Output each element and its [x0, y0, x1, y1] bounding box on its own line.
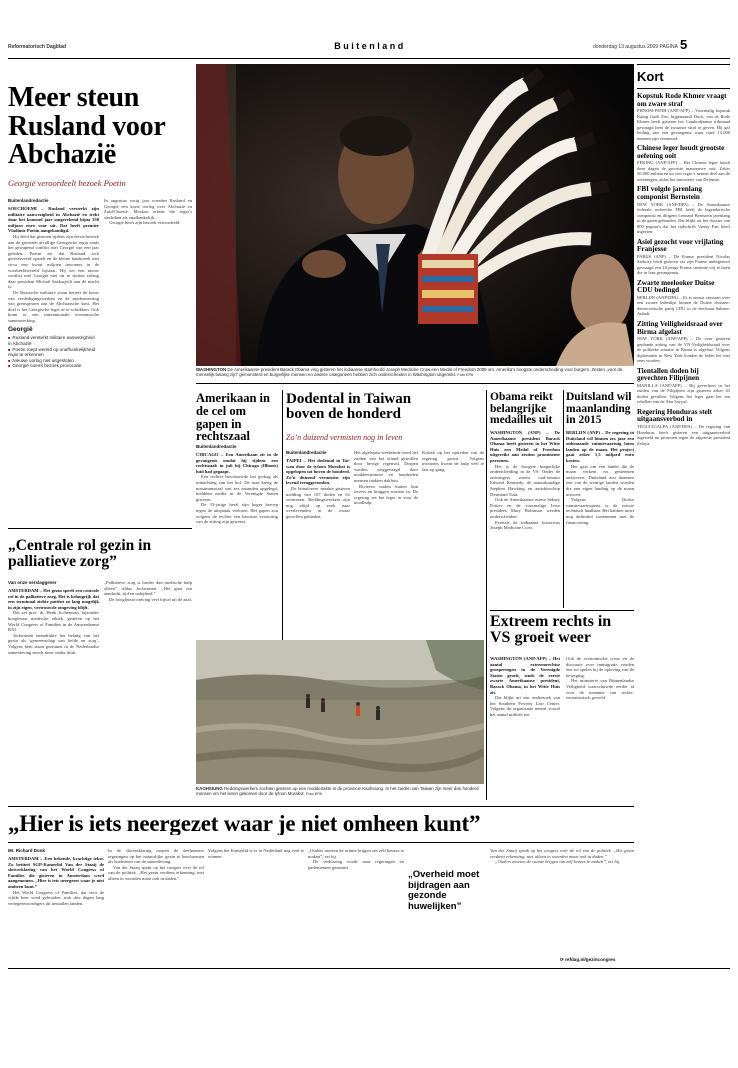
abchazie-paragraph: Hij deed dat gisteren tijdens zijn eerste bezoek aan de gewezen afvallige Georgische regio sinds het gewapend conflict met Georgië van een jaar geleden. Poetin zei dat Rusland zich gereserveerd opstelt en de kleine landstreek met circa een kwart miljoen inwoners in de voorbeeldwereld bijstaat. Hij zei een nieuw conflict met Georgië niet uit te sluiten zolang daar president Michail Saakasjvili aan de macht is. — [8, 233, 99, 290]
palliatieve-paragraph: Jochemsen benadrukte het belang van het gezin als ‘gemeenschap van liefde en zorg’. Volgens hem staan gezinnen in de Nederlandse samenleving steeds meer onder druk. — [8, 632, 99, 655]
chicago-paragraph: De 33-jarige heeft zijn hoger beroep tegen de uitspraak verloren. Het gapen zou volgens de rechter een bewuste verstoring van de zitting zijn geweest. — [196, 502, 278, 525]
kort-item — [637, 186, 730, 234]
kort-item-headline: FBI volgde jarenlang componist Bernstein — [637, 185, 702, 201]
kort-item — [637, 93, 730, 141]
extreemrechts-col-1: WASHINGTON (ANP/AFP) – Het aantal extreemrechtse groeperingen in de Verenigde Staten groeit, sinds de eerste zwarte Amerikaanse president, Barack Obama, in het Witte Huis zit. Dat blijkt uit een onderzoek van het Southern Poverty Law Center. Volgens de organisatie neemt vooral het aantal milities toe. — [490, 656, 560, 717]
extreemrechts-paragraph: Het ministerie van Binnenlandse Veiligheid waarschuwde eerder al voor de toename van rechts-extremistisch geweld. — [566, 678, 634, 701]
kort-item-text: MANILLA (ANP/AFP) – Bij gevechten in het zuiden van de Filipijnen zijn gisteren zeker 43 doden gevallen. Volgens het leger gaat het om rebellen van de Abu Sayyaf. — [637, 382, 730, 405]
obama-divider — [486, 390, 487, 800]
header-paper-name: Reformatorisch Dagblad — [8, 44, 67, 50]
kort-item-text: NEW YORK (ANP/DPA) – De Amerikaanse federale recherche FBI heeft de legendarische componist en dirigent Leonard Bernstein jarenlang in de gaten gehouden. Dat blijkt uit het dossier van 800 pagina’s dat het tijdschrift Vanity Fair heeft ingezien. — [637, 201, 730, 235]
abchazie-col-2 — [104, 198, 192, 526]
abchazie-deck: Georgië veroordeelt bezoek Poetin — [8, 178, 126, 188]
duitsland-paragraph: Volgens Duitse ruimtevaartexperts is de missie technisch haalbaar. Het kabinet moet nog definitief instemmen met de financiering. — [566, 497, 634, 525]
interview-col-1 — [8, 848, 104, 966]
interview-qa-col — [490, 848, 634, 966]
taiwan-col-2 — [354, 450, 418, 638]
palliatieve-lead: AMSTERDAM – Het gezin speelt een centrale rol in de palliatieve zorg. Het is belangrijk dat een terminaal ziekte patiënt zo lang mogelijk in zijn eigen, vertrouwde omgeving blijft. — [8, 588, 99, 610]
kort-item-headline: Zwarte meelooker Duitse CDU bedingd — [637, 278, 715, 295]
duitsland-paragraph: Het gaat om een lander die de maan verkent en gesteenten analyseert. Duitsland zou daarmee een van de weinige landen worden die een eigen landing op de maan uitvoert. — [566, 463, 634, 497]
abchazie-paragraph: Georgië heeft zijn bezoek veroordeeld. — [109, 220, 181, 226]
taiwan-photo-caption-text: Reddingswerkers zochten gisteren op een modderlakte in de provincie Kaohsiung. In het zuiden van Taiwan zijn meer dan honderd mensen om het leven gekomen door de tyfoon Morakot. — [196, 786, 479, 797]
chicago-lead: CHICAGO – Een Amerikaan zit in de gevangenis omdat hij tijdens een rechtszaak in juli bij Chicago (Illinois) luid had gegaapt. — [196, 452, 278, 474]
extreemrechts-paragraph: Dat blijkt uit een onderzoek van het Southern Poverty Law Center. Volgens de organisatie neemt vooral het aantal milities toe. — [490, 695, 560, 717]
header-date: donderdag 13 augustus 2009 PAGINA — [593, 44, 678, 50]
duitsland-byline: BERLIJN (ANP) — [566, 430, 600, 435]
chicago-paragraph: Een rechter beschouwde het gedrag als minachting van het hof. De man kreeg de maximumstraf van zes maanden opgelegd, meldden media in de Verenigde Staten gisteren. — [196, 474, 278, 502]
interview-paragraph: De verklaring wordt naar regeringen en parlementen gestuurd. — [308, 859, 404, 870]
obama-headline: Obama reikt belangrijke medailles uit — [490, 392, 553, 427]
header-page-number: 5 — [680, 37, 688, 52]
extreemrechts-byline: WASHINGTON (ANP/AFP) — [490, 656, 547, 661]
duitsland-body: BERLIJN (ANP) – De regering in Duitsland wil binnen zes jaar een onbemande ruimtevaartuig laten landen op de maan. Het project gaat zeker 1,5 miljard euro kosten. Het gaat om een lander die de maan verkent en gesteenten analyseert. Duitsland zou daarmee een van de weinige landen worden die een eigen landing op de maan uitvoert. Volgens Duitse ruimtevaartexperts is de missie technisch haalbaar. Het kabinet moet nog definitief instemmen met de financiering. — [566, 430, 634, 525]
interview-paragraph: Van der Staaij sprak op het congres over de rol van de politiek. „Het gezin verdient erkenning, niet alleen in woorden maar ook in daden.” — [108, 864, 204, 881]
extreemrechts-paragraph: Ook de economische crisis en de discussie over immigratie zouden een rol spelen bij de opleving van de beweging. — [566, 656, 634, 678]
interview-col-2 — [108, 848, 204, 966]
kort-item — [637, 368, 730, 405]
taiwan-paragraph: Het afgelopen weekeinde werd het zuiden van het eiland getroffen door hevige regenval. Dorpen werden weggevaagd door modderstromen en honderden mensen raakten dakloos. — [354, 450, 418, 483]
duitsland-lead: De regering in Duitsland wil binnen zes jaar een onbemande ruimtevaartuig laten landen op de maan. Het project gaat zeker 1,5 miljard euro kosten. — [566, 430, 634, 463]
interview-byline: Mr. Richard Donk — [8, 848, 46, 853]
obama-ceremony-image — [196, 64, 634, 366]
abchazie-box-item: ■ Georgië noemt bezoek provocatie — [8, 363, 99, 369]
palliatieve-col-1 — [8, 580, 99, 800]
palliatieve-col-2 — [104, 580, 192, 800]
kort-item-text: NEW YORK (ANP/AFP) – De voor gisteren geplande zitting van de VN-Veiligheidsraad over de politieke situatie in Birma is afgelast. Volgens diplomaten in New York konden de leden het niet eens worden. — [637, 336, 730, 364]
main-photo-caption-text: De Amerikaanse president Barack Obama ving gisteren het indiaanse stamhoofd Joseph Medicine Crow een Medal of Freedom 2009 om. Amerika’s hoogste onderscheiding voor burgers. Zesten „voor de menselijk belang zijn” gemonsterd en burgerlijke mensen en andere categorieën hebben zich onderscheiden in Washington uitgereikt. — [196, 367, 623, 378]
taiwan-byline: Buitenlandredactie — [286, 450, 327, 455]
taiwan-deck: Zo’n duizend vermisten nog in leven — [286, 433, 403, 442]
quote-bar-top-rule — [8, 806, 634, 807]
duitsland-divider — [563, 390, 564, 608]
chicago-headline: Amerikaan in de cel om gapen in rechtszaal — [196, 392, 270, 443]
interview-paragraph: Het World Congress of Families, dat voor de vijfde keer werd gehouden, trok drie dagen lang vertegenwoordigers uit tientallen landen. — [8, 889, 104, 906]
kort-sidebar — [637, 64, 730, 968]
extreemrechts-rule — [490, 610, 634, 611]
abchazie-box-title: Georgië — [8, 326, 33, 334]
extreemrechts-lead: Het aantal extreemrechtse groeperingen in de Verenigde Staten groeit, sinds de eerste zwarte Amerikaanse president, Barack Obama, in het Witte Huis zit. — [490, 656, 560, 695]
kort-item-headline: Regering Honduras stelt uitgaansverbod in — [637, 407, 713, 424]
kort-item-headline: Chinese leger houdt grootste oefening ooit — [637, 144, 725, 160]
abchazie-paragraph: In augustus vorig jaar voerden Rusland en Georgië een korte oorlog over Abchazië en Zuid-Ossetië. Moskou erkent die regio’s sindsdien als onafhankelijk. — [104, 198, 192, 220]
interview-col-3 — [208, 848, 304, 966]
taiwan-paragraph: Rivieren traden buiten hun oevers en bruggen stortten in. De regering zet het leger in voor de noodhulp. — [354, 483, 418, 506]
quote-bar-bottom-rule — [8, 842, 634, 843]
header-section: Buitenland — [334, 41, 406, 51]
interview-paragraph: In de slotverklaring roepen de deelnemers regeringen op het natuurlijke gezin te beschermen als hoeksteen van de samenleving. — [108, 848, 204, 865]
abchazie-box-item: ■ Rusland versterkt militaire aanwezigheid in Abchazië — [8, 335, 99, 346]
interview-paragraph: Volgens het Kamerlid is er in Nederland nog veel te winnen. — [208, 848, 304, 859]
abchazie-box-item: ■ Poetin roept wereld op onafhankelijkheid regio te erkennen — [8, 347, 99, 358]
interview-col-4 — [308, 848, 404, 966]
kort-item-text: BERLIJN (ANP/DPA) – Er is onrust ontstaan over een zwarte ledenlijst binnen de Duitse christen-democratische partij CDU in de deelstaat Saksen-Anhalt. — [637, 294, 730, 317]
extreemrechts-headline: Extreem rechts in VS groeit weer — [490, 614, 612, 647]
quote-bar-headline: „Hier is iets neergezet waar je niet omheen kunt” — [8, 812, 481, 836]
header-rule — [8, 58, 730, 59]
palliatieve-rule — [8, 528, 192, 529]
obama-paragraph: Evenals de indiaanse historicus Joseph Medicine Crow. — [490, 519, 560, 531]
kort-item-headline: Asiel gezocht voor vrijlating Franjesse — [637, 237, 724, 254]
abchazie-lead: SOECHOEMI – Rusland versterkt zijn militaire aanwezigheid in Abchazië en trekt daar het komend jaar omgerekend bijna 350 miljoen euro voor uit. Dat heeft premier Vladimir Poetin aangekondigd. — [8, 206, 99, 234]
palliatieve-paragraph: De hoogleraar ontving veel bijval uit de zaal. — [109, 596, 192, 602]
chicago-body — [196, 444, 278, 634]
page-bottom-rule — [8, 968, 730, 969]
kort-item — [637, 280, 730, 317]
kort-item-text: PARIJS (ANP) – De Franse president Nicolas Sarkozy heeft gisteren via zijn Franse ambtgenoot gevraagd een 24-jarige Franse studente vrij te laten die in Iran gevangenzit. — [637, 253, 730, 276]
main-photo — [196, 64, 634, 366]
kort-item — [637, 409, 730, 446]
kort-item-text: TEGUCIGALPA (ANP/DPA) – De regering van Honduras heeft gisteren een uitgaansverbod ingesteld na protesten tegen de afgezette president Zelaya. — [637, 424, 730, 446]
interview-pull-quote — [408, 848, 484, 966]
main-photo-caption — [196, 367, 634, 381]
kort-item-headline: Tientallen doden bij gevechten Filipijnen — [637, 366, 700, 383]
kort-item-text: PHNOM-PENH (ANP/AFP) – Voormalig kopstuk Kaing Guek Eav, bijgenaamd Duch, van de Rode Khmer heeft gisteren het Cambodjaanse tribunaal gevraagd hem de zwaarste straf te geven. Hij gaf leiding aan een gevangenis waar rond 14.000 mensen zijn vermoord. — [637, 108, 730, 141]
kort-item — [637, 321, 730, 364]
abchazie-paragraph: De Russische militaire steun betreft de bouw van verdedigingswerken en de modernisering van grensposten aan de Abchazische kust. Het doel is het Georgische leger af te schrikken. Ook komt er een internationale economische samenwerking. — [8, 289, 99, 323]
chicago-byline: Buitenlandredactie — [196, 444, 237, 449]
obama-paragraph: Ook de Amerikaanse acteur Sidney Poitier en de voormalige Ierse president Mary Robinson werden onderscheiden. — [490, 497, 560, 519]
taiwan-col-3 — [422, 450, 484, 638]
interview-qa-text: „Ouders moeten de ruimte krijgen om zelf keuzes te maken”, zei hij. — [495, 859, 621, 865]
palliatieve-paragraph: Dat zei prof. dr. Henk Jochemsen, bijzonder hoogleraar medische ethiek, gisteren op het World Congress of Families in de Amsterdamse RAI. — [8, 610, 99, 633]
obama-body: WASHINGTON (ANP) – De Amerikaanse president Barack Obama heeft gisteren in het Witte Huis een Medal of Freedom uitgereikt aan zestien prominente personen. Het is de hoogste burgerlijke onderscheiding in de VS. Onder de ontvangers waren oud-senator Edward Kennedy, de natuurkundige Stephen Hawking en aartsbisschop Desmond Tutu. Ook de Amerikaanse acteur Sidney Poitier en de voormalige Ierse president Mary Robinson werden onderscheiden. Evenals de indiaanse historicus Joseph Medicine Crow. — [490, 430, 560, 531]
taiwan-paragraph: De bonafoever maakte gisteren melding van 107 doden en 61 vermisten. Reddingswerkers zijn nog altijd op zoek naar overlevenden in de zwaar getroffen gebieden. — [286, 485, 350, 519]
interview-qa-text: Van der Staaij sprak op het congres over de rol van de politiek. „Het gezin verdient erkenning, niet alleen in woorden maar ook in daden.” — [490, 848, 634, 859]
chicago-divider — [282, 390, 283, 640]
taiwan-headline: Dodental in Taiwan boven de honderd — [286, 392, 412, 423]
interview-lead: AMSTERDAM – Een bekende, krachtige tekst. Zo betiteit SGP-Kamerlid Van der Staaij de slotverklaring van het World Congress of Families die gisteren in Amsterdam werd aangenomen. „Hier is iets neergezet waar je niet omheen kunt.” — [8, 856, 104, 889]
taiwan-col-1 — [286, 450, 350, 638]
interview-paragraph: „Ouders moeten de ruimte krijgen om zelf keuzes te maken”, zei hij. — [308, 848, 404, 859]
kort-item-headline: Zitting Veiligheidsraad over Birma afgelast — [637, 319, 723, 336]
palliatieve-byline: Van onze verslaggever — [8, 580, 57, 585]
kort-title: Kort — [637, 64, 730, 89]
abchazie-box-item: ■ Nieuwe oorlog niet uitgesloten — [8, 358, 99, 364]
obama-paragraph: Het is de hoogste burgerlijke onderscheiding in de VS. Onder de ontvangers waren oud-senator Edward Kennedy, de natuurkundige Stephen Hawking en aartsbisschop Desmond Tutu. — [490, 463, 560, 497]
taiwan-lead: TAIPEI – Het dodental in Taiwan door de tyfoon Morakot is opgelopen tot boven de honderd. Zo’n duizend vermisten zijn levend teruggevonden. — [286, 458, 350, 486]
taiwan-paragraph: Kritiek op het optreden van de regering groeit. Volgens inwoners kwam de hulp veel te laat op gang. — [422, 450, 484, 472]
taiwan-photo — [196, 640, 484, 784]
abchazie-headline: Meer steun Rusland voor Abchazië — [8, 84, 165, 170]
abchazie-byline: Buitenlandredactie — [8, 198, 49, 203]
taiwan-photo-caption — [196, 786, 484, 800]
main-photo-credit: Foto EPA — [457, 373, 474, 378]
pull-quote-text: „Overheid moet bijdragen aan gezonde huwelijken” — [408, 869, 480, 912]
obama-byline: WASHINGTON (ANP) — [490, 430, 541, 435]
extreemrechts-col-2 — [566, 656, 634, 800]
palliatieve-headline: „Centrale rol gezin in palliatieve zorg” — [8, 538, 152, 570]
kort-item — [637, 239, 730, 276]
photo-rule — [196, 383, 634, 384]
duitsland-headline: Duitsland wil maanlanding in 2015 — [566, 392, 632, 427]
palliatieve-paragraph: „Palliatieve zorg is breder dan medische hulp alleen”, aldus Jochemsen. „Het gaat om aandacht, tijd en nabijheid.” — [104, 580, 192, 597]
abchazie-box-list — [8, 335, 99, 369]
kort-item — [637, 145, 730, 182]
obama-lead: De Amerikaanse president Barack Obama heeft gisteren in het Witte Huis een Medal of Freedom uitgereikt aan zestien prominente personen. — [490, 430, 560, 463]
interview-link[interactable]: ⟳ refdag.nl/gezincongres — [560, 957, 616, 962]
taiwan-photo-credit: Foto EPA — [306, 792, 323, 797]
taiwan-photo-label: KAOHSIUNG — [196, 786, 223, 791]
flood-rescue-image — [196, 640, 484, 784]
abchazie-col-1 — [8, 198, 99, 526]
kort-item-headline: Kopstuk Rode Khmer vraagt om zware straf — [637, 92, 727, 108]
main-photo-caption-label: WASHINGTON — [196, 367, 227, 372]
kort-item-text: PEKING (ANP/AFP) – Het Chinese leger houdt deze dagen de grootste manoeuvre ooit. Zeker 50.000 militairen uit vier regio’s nemen deel aan de oefeningen, aldus het ministerie van Defensie. — [637, 160, 730, 182]
